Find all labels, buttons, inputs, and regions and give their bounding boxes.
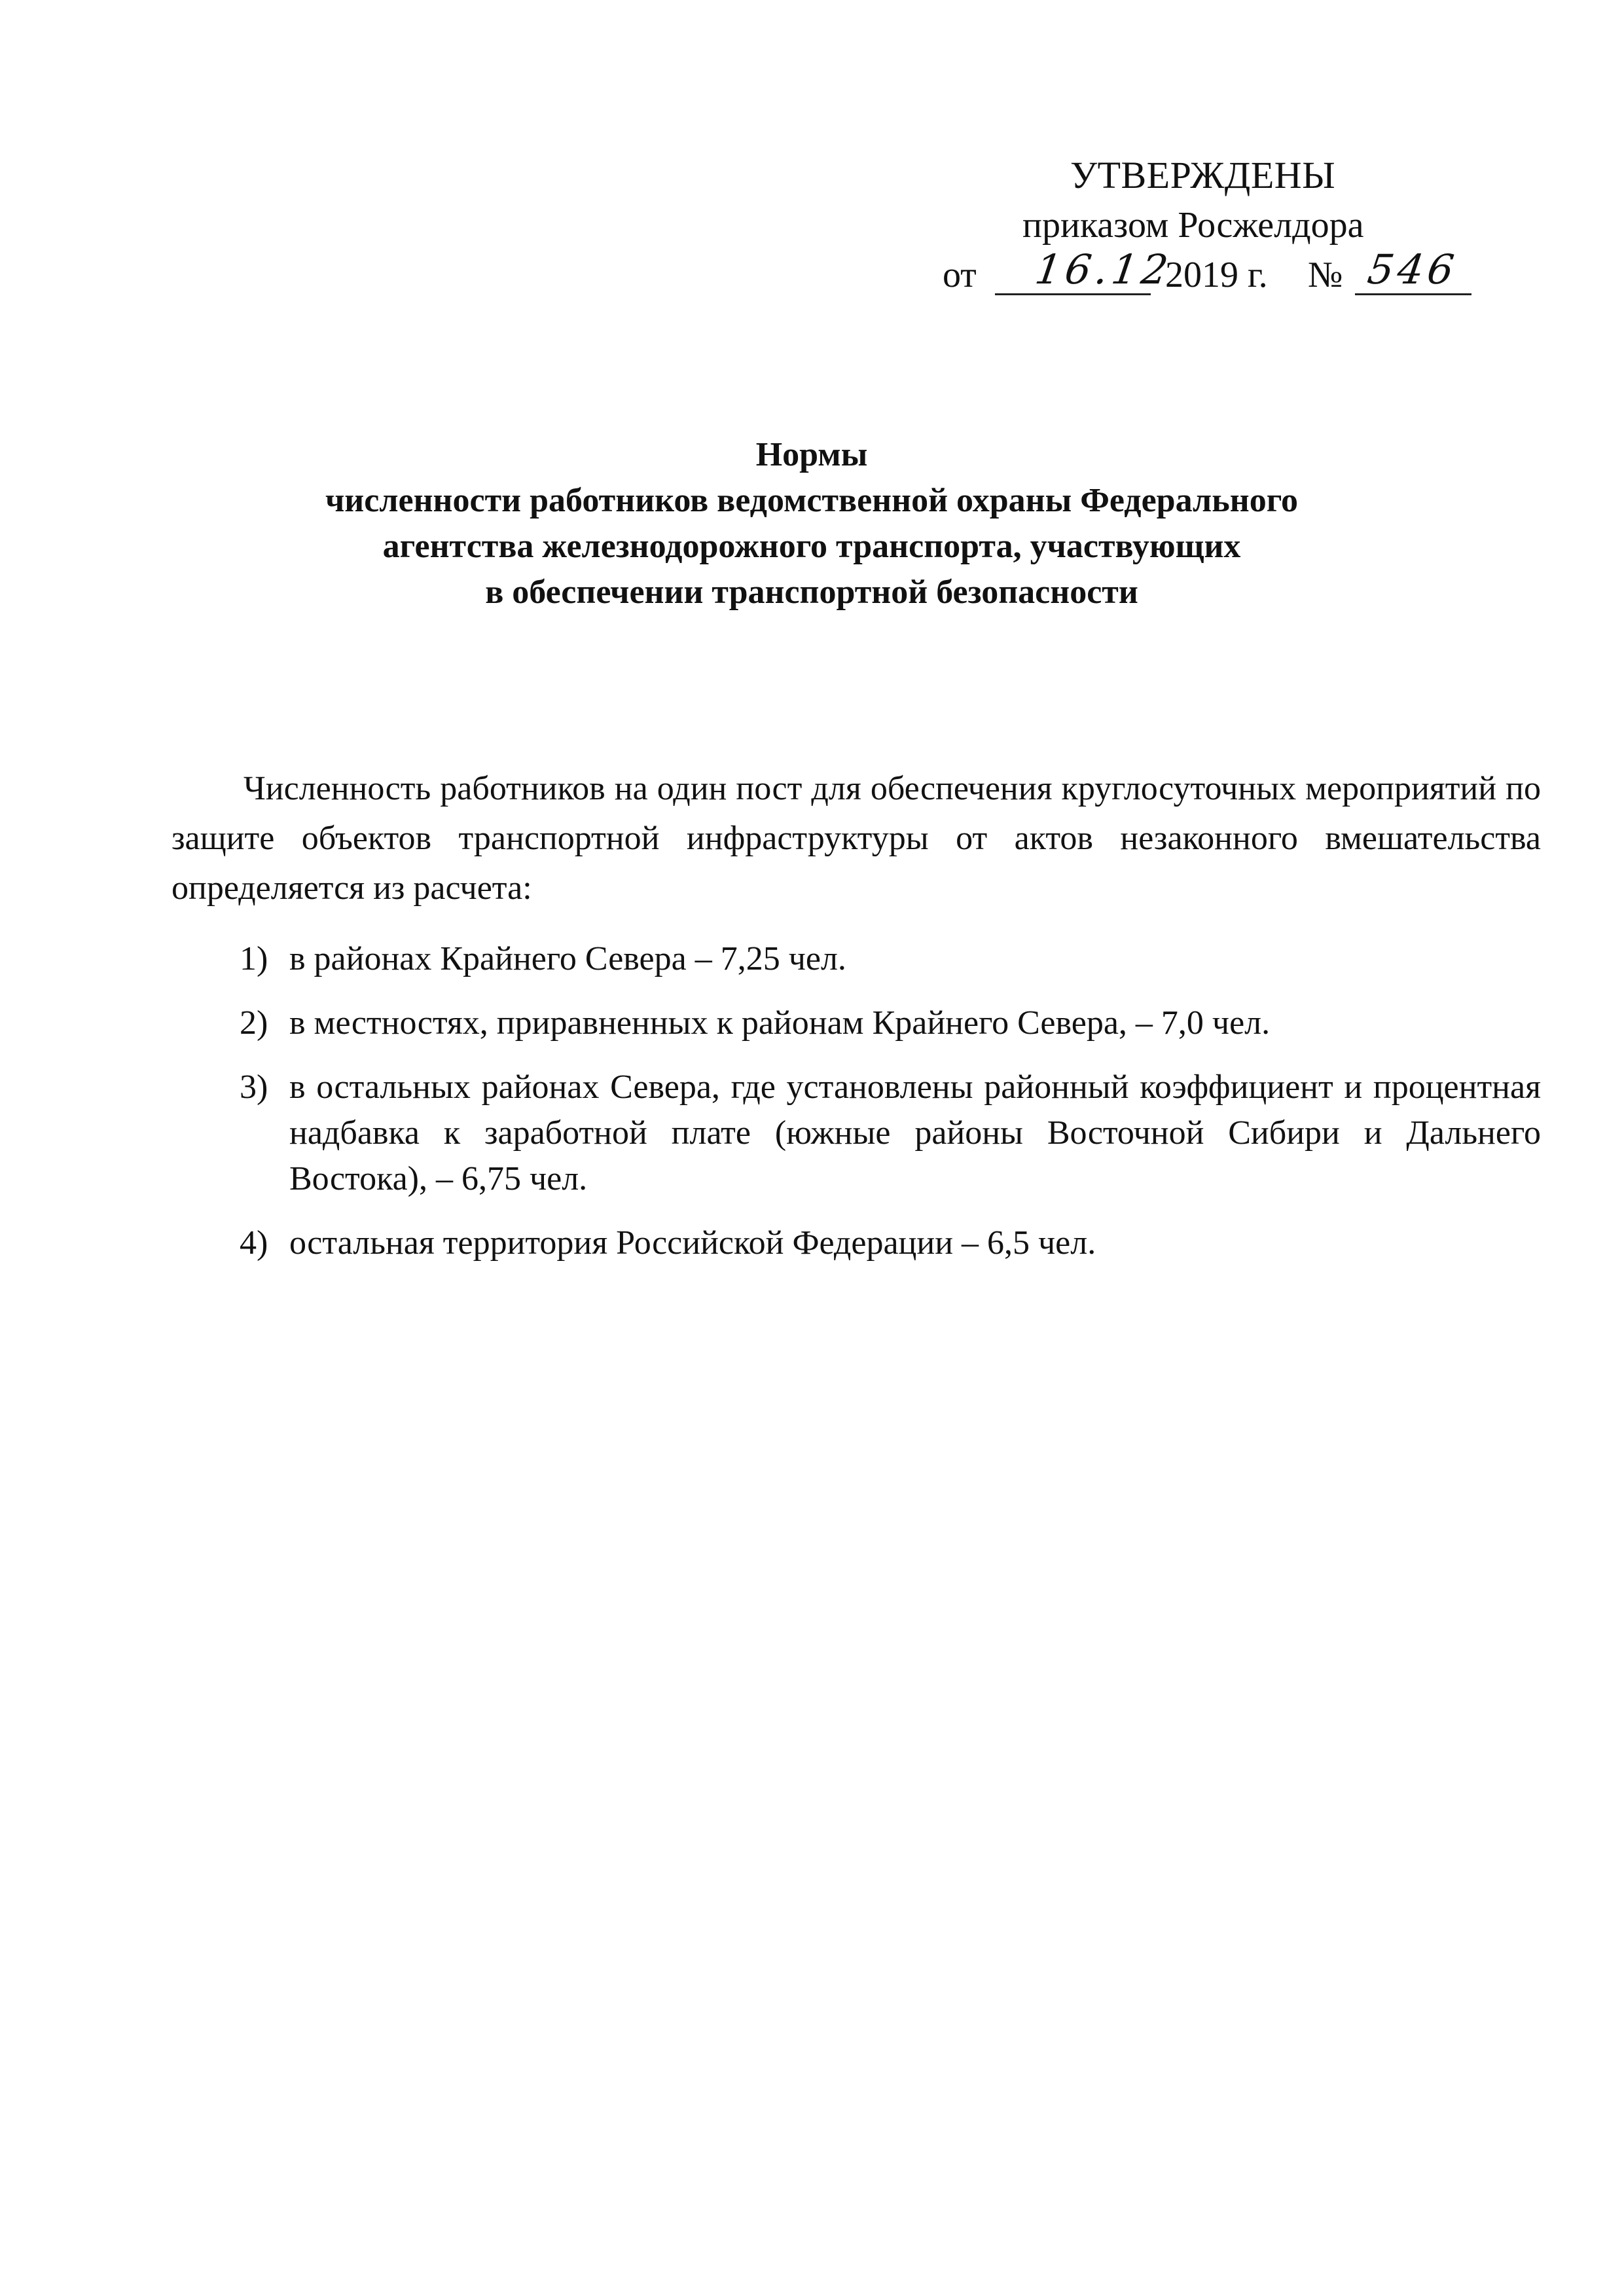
date-blank-line <box>995 246 1175 295</box>
number-sign: № <box>1308 255 1343 295</box>
list-item <box>171 1000 1541 1046</box>
list-item <box>171 1220 1541 1266</box>
list-item <box>171 1065 1541 1202</box>
document-title <box>196 432 1427 615</box>
title-line-1: численности работников ведомственной охраны Федерального <box>325 482 1299 519</box>
date-prefix: от <box>943 255 977 295</box>
title-line-3: в обеспечении транспортной безопасности <box>485 574 1138 611</box>
norms-list <box>171 936 1541 1285</box>
approval-order-by: приказом Росжелдора <box>1022 205 1364 246</box>
intro-paragraph: Численность работников на один пост для обеспечения круглосуточных мероприятий по защите объектов транспортной инфраструктуры от актов незаконного вмешательства определяется из расчета: <box>171 770 1541 907</box>
list-item-text: в остальных районах Севера, где установлены районный коэффициент и процентная надбавка к заработной плате (южные районы Восточной Сибири и Дальнего Востока), – 6,75 чел. <box>289 1068 1541 1197</box>
list-item-number: 4) <box>240 1224 268 1262</box>
list-item-number: 1) <box>240 940 268 977</box>
list-item-text: остальная территория Российской Федерации – 6,5 чел. <box>289 1224 1096 1262</box>
title-heading: Нормы <box>755 436 868 473</box>
list-item-number: 3) <box>240 1068 268 1106</box>
handwritten-number: 546 <box>1364 246 1461 293</box>
list-item <box>171 936 1541 982</box>
order-year: 2019 г. <box>1165 255 1268 295</box>
list-item-text: в местностях, приравненных к районам Крайнего Севера, – 7,0 чел. <box>289 1004 1271 1042</box>
approval-stamp-title: УТВЕРЖДЕНЫ <box>1070 154 1336 196</box>
list-item-number: 2) <box>240 1004 268 1042</box>
list-item-text: в районах Крайнего Севера – 7,25 чел. <box>289 940 846 977</box>
approval-block <box>943 151 1492 301</box>
handwritten-date: 16.12 <box>1032 246 1175 293</box>
title-line-2: агентства железнодорожного транспорта, участвующих <box>382 528 1241 565</box>
number-blank-line <box>1355 246 1471 295</box>
approval-date-row <box>943 246 1492 301</box>
